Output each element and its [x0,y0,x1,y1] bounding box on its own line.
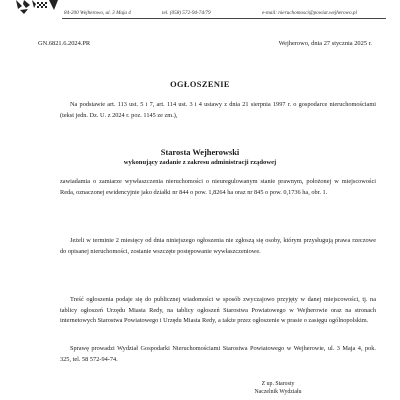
authority-role: wykonujący zadanie z zakresu administracji rządowej [123,159,277,166]
letterhead-divider [62,18,386,19]
signature-line-1: Z up. Starosty [261,381,295,387]
notification-paragraph: zawiadamia o zamiarze wywłaszczenia nieruchomości o nieuregulowanym stanie prawnym, położonej w miejscowości Reda, oznaczonej ewidencyjnie jako działki nr 844 o pow. 1,8264 ha oraz nr 845 o pow. 0,1736 ha, obr. 1. [60,178,376,196]
letterhead-email: e-mail: nieruchomosci@powiat.wejherowo.pl [262,10,357,16]
deadline-paragraph: Jeżeli w terminie 2 miesięcy od dnia niniejszego ogłoszenia nie zgłoszą się osoby, którym przysługują prawa rzeczowe do opisanej nieruchomości, zostanie wszczęte postępowanie wywłaszczeniowe. [60,237,376,255]
signature-block [238,380,318,396]
signature-line-2: Naczelnik Wydziału [254,389,302,395]
document-title: OGŁOSZENIE [170,80,230,89]
place-and-date: Wejherowo, dnia 27 stycznia 2025 r. [278,40,372,47]
authority-name: Starosta Wejherowski [160,148,240,157]
publication-paragraph: Treść ogłoszenia podaje się do publicznej wiadomości w sposób zwyczajowo przyjęty w danej miejscowości, tj. na tablicy ogłoszeń Urzędu Miasta Redy, na tablicy ogłoszeń Starostwa Powiatowego w Wejherowie oraz na stronach internetowych Starostwa Powiatowego i Urzędu Miasta Redy, a także przez ogłoszenie w prasie o zasięgu ogólnopolskim. [60,296,376,324]
letterhead-address: 84-200 Wejherowo, ul. 3 Maja 4 [64,10,131,16]
contact-info-paragraph: Sprawę prowadzi Wydział Gospodarki Nieruchomościami Starostwa Powiatowego w Wejherowie, ul. 3 Maja 4, pok. 325, tel. 58 572-94-74. [60,345,376,363]
issuing-authority [0,148,400,167]
reference-number: GN.6821.6.2024.PR [38,40,91,47]
letterhead-phone: tel. (058) 572-94-74/79 [162,10,211,16]
legal-basis-paragraph: Na podstawie art. 113 ust. 5 i 7, art. 114 ust. 3 i 4 ustawy z dnia 21 sierpnia 1997 r. o gospodarce nieruchomościami (tekst jedn. Dz. U. z 2024 r. poz. 1145 ze zm.), [60,101,376,119]
